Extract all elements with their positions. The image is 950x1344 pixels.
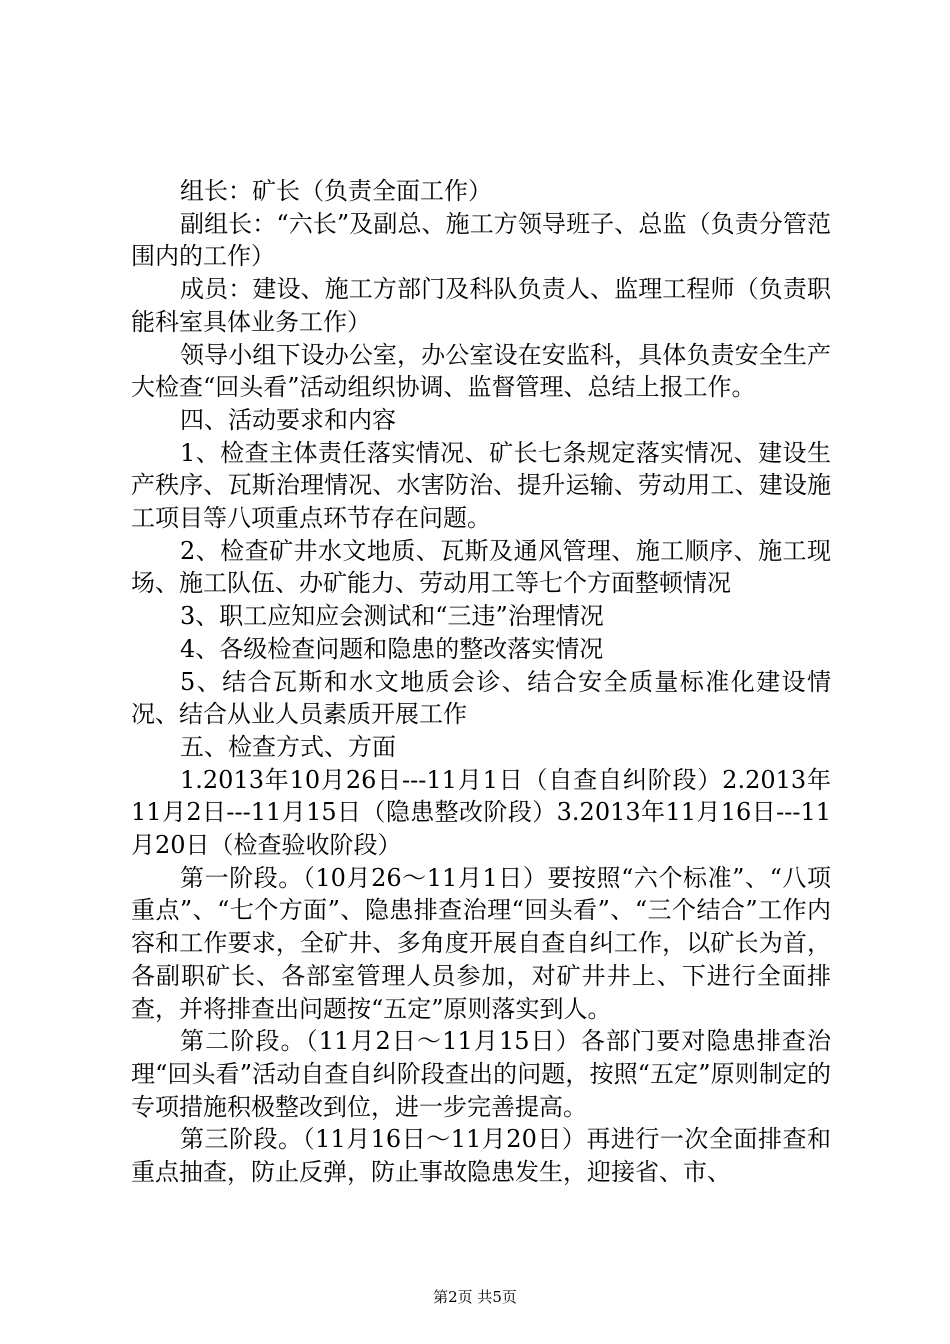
paragraph-schedule: 1.2013年10月26日---11月1日（自查自纠阶段）2.2013年11月2日---11月15日（隐患整改阶段）3.2013年11月16日---11月20日（检查验收阶段） — [131, 765, 831, 860]
list-item-3: 3、职工应知应会测试和“三违”治理情况 — [180, 602, 604, 631]
list-item-4: 4、各级检查问题和隐患的整改落实情况 — [180, 634, 604, 663]
page-number-footer: 第2页 共5页 — [433, 1288, 517, 1306]
paragraph-leader: 组长：矿长（负责全面工作） — [180, 177, 492, 205]
paragraph-members: 成员：建设、施工方部门及科队负责人、监理工程师（负责职能科室具体业务工作） — [131, 275, 831, 336]
paragraph-stage-one: 第一阶段。（10月26～11月1日）要按照“六个标准”、“八项重点”、“七个方面”、隐患排查治理“回头看”、“三个结合”工作内容和工作要求，全矿井、多角度开展自查自纠工作，以矿长为首，各副职矿长、各部室管理人员参加，对矿井井上、下进行全面排查，并将排查出问题按“五定”原则落实到人。 — [131, 863, 831, 1023]
paragraph-office: 领导小组下设办公室，办公室设在安监科，具体负责安全生产大检查“回头看”活动组织协调、监督管理、总结上报工作。 — [131, 340, 831, 402]
paragraph-stage-two: 第二阶段。（11月2日～11月15日）各部门要对隐患排查治理“回头看”活动自查自纠阶段查出的问题，按照“五定”原则制定的专项措施积极整改到位，进一步完善提高。 — [131, 1027, 831, 1121]
list-item-5: 5、结合瓦斯和水文地质会诊、结合安全质量标准化建设情况、结合从业人员素质开展工作 — [131, 667, 831, 729]
paragraph-deputy-leader: 副组长：“六长”及副总、施工方领导班子、总监（负责分管范围内的工作） — [131, 209, 831, 271]
section-heading-requirements: 四、活动要求和内容 — [180, 405, 396, 434]
paragraph-stage-three: 第三阶段。（11月16日～11月20日）再进行一次全面排查和重点抽查，防止反弹，防止事故隐患发生，迎接省、市、 — [131, 1125, 831, 1187]
list-item-1: 1、检查主体责任落实情况、矿长七条规定落实情况、建设生产秩序、瓦斯治理情况、水害防治、提升运输、劳动用工、建设施工项目等八项重点环节存在问题。 — [131, 438, 831, 533]
section-heading-methods: 五、检查方式、方面 — [180, 732, 396, 761]
document-body — [131, 175, 831, 1189]
list-item-2: 2、检查矿井水文地质、瓦斯及通风管理、施工顺序、施工现场、施工队伍、办矿能力、劳动用工等七个方面整顿情况 — [131, 536, 831, 598]
